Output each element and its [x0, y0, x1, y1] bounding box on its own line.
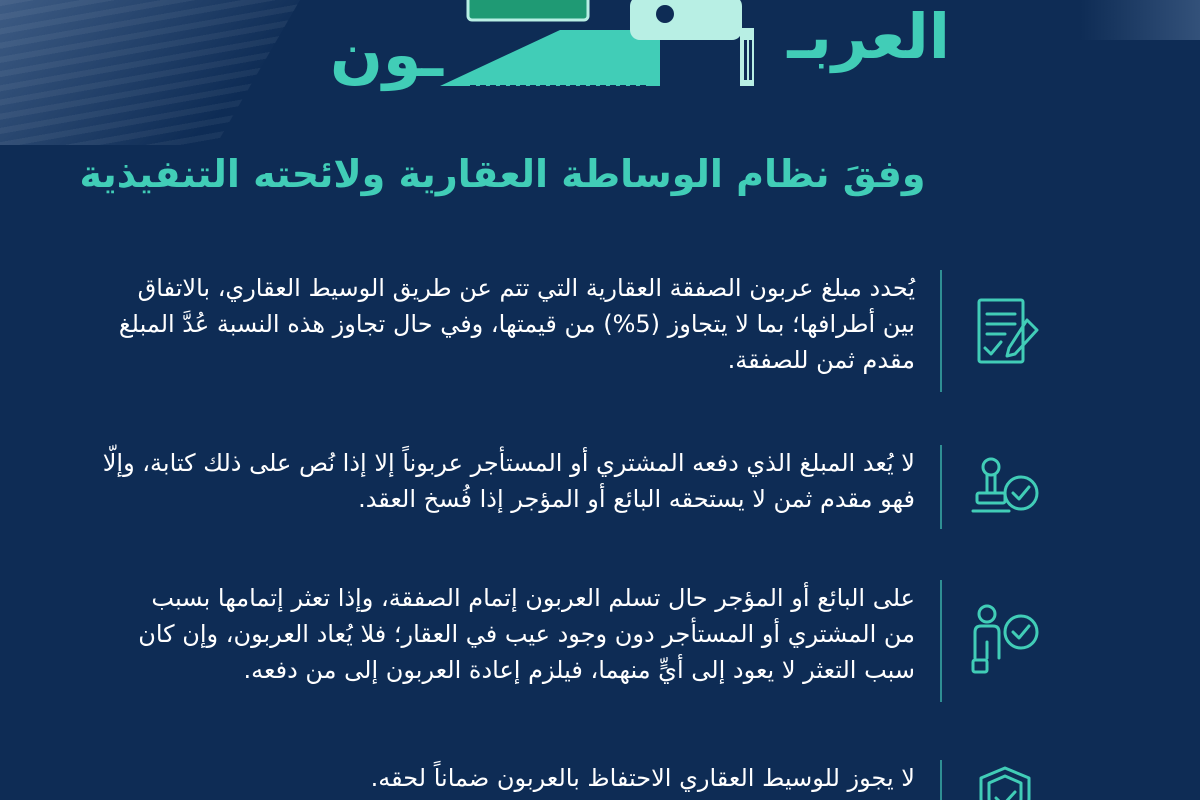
stamp-check-icon [965, 453, 1045, 537]
item-text [85, 760, 915, 796]
item-text [85, 580, 915, 688]
logo-text-left: ـون [330, 18, 443, 91]
item-divider [940, 445, 942, 529]
item-line: مقدم ثمن للصفقة. [727, 346, 915, 374]
document-pen-icon [965, 292, 1045, 376]
page-subtitle: وفقَ نظام الوساطة العقارية ولائحته التنفيذية [79, 152, 926, 196]
item-divider [940, 760, 942, 800]
item-text [85, 445, 915, 517]
item-line: لا يُعد المبلغ الذي دفعه المشتري أو المستأجر عربوناً إلا إذا نُص على ذلك كتابة، وإلّا [102, 449, 915, 477]
shield-check-icon [965, 762, 1045, 800]
item-line: سبب التعثر لا يعود إلى أيٍّ منهما، فيلزم إعادة العربون إلى من دفعه. [243, 656, 915, 684]
person-check-icon [965, 602, 1045, 686]
item-line: فهو مقدم ثمن لا يستحقه البائع أو المؤجر إذا فُسخ العقد. [358, 485, 915, 513]
header-photo-right [1080, 0, 1200, 40]
arboon-logo [330, 0, 950, 110]
item-line: على البائع أو المؤجر حال تسلم العربون إتمام الصفقة، وإذا تعثر إتمامها بسبب [151, 584, 915, 612]
item-text [85, 270, 915, 378]
item-divider [940, 580, 942, 702]
item-line: بين أطرافها؛ بما لا يتجاوز (5%) من قيمتها، وفي حال تجاوز هذه النسبة عُدَّ المبلغ [118, 310, 915, 338]
item-divider [940, 270, 942, 392]
item-line: لا يجوز للوسيط العقاري الاحتفاظ بالعربون ضماناً لحقه. [370, 764, 915, 792]
item-line: يُحدد مبلغ عربون الصفقة العقارية التي تتم عن طريق الوسيط العقاري، بالاتفاق [137, 274, 915, 302]
logo-text-right: العربـ [787, 0, 950, 73]
header-photo [0, 0, 300, 145]
item-line: من المشتري أو المستأجر دون وجود عيب في العقار؛ فلا يُعاد العربون، وإن كان [138, 620, 915, 648]
